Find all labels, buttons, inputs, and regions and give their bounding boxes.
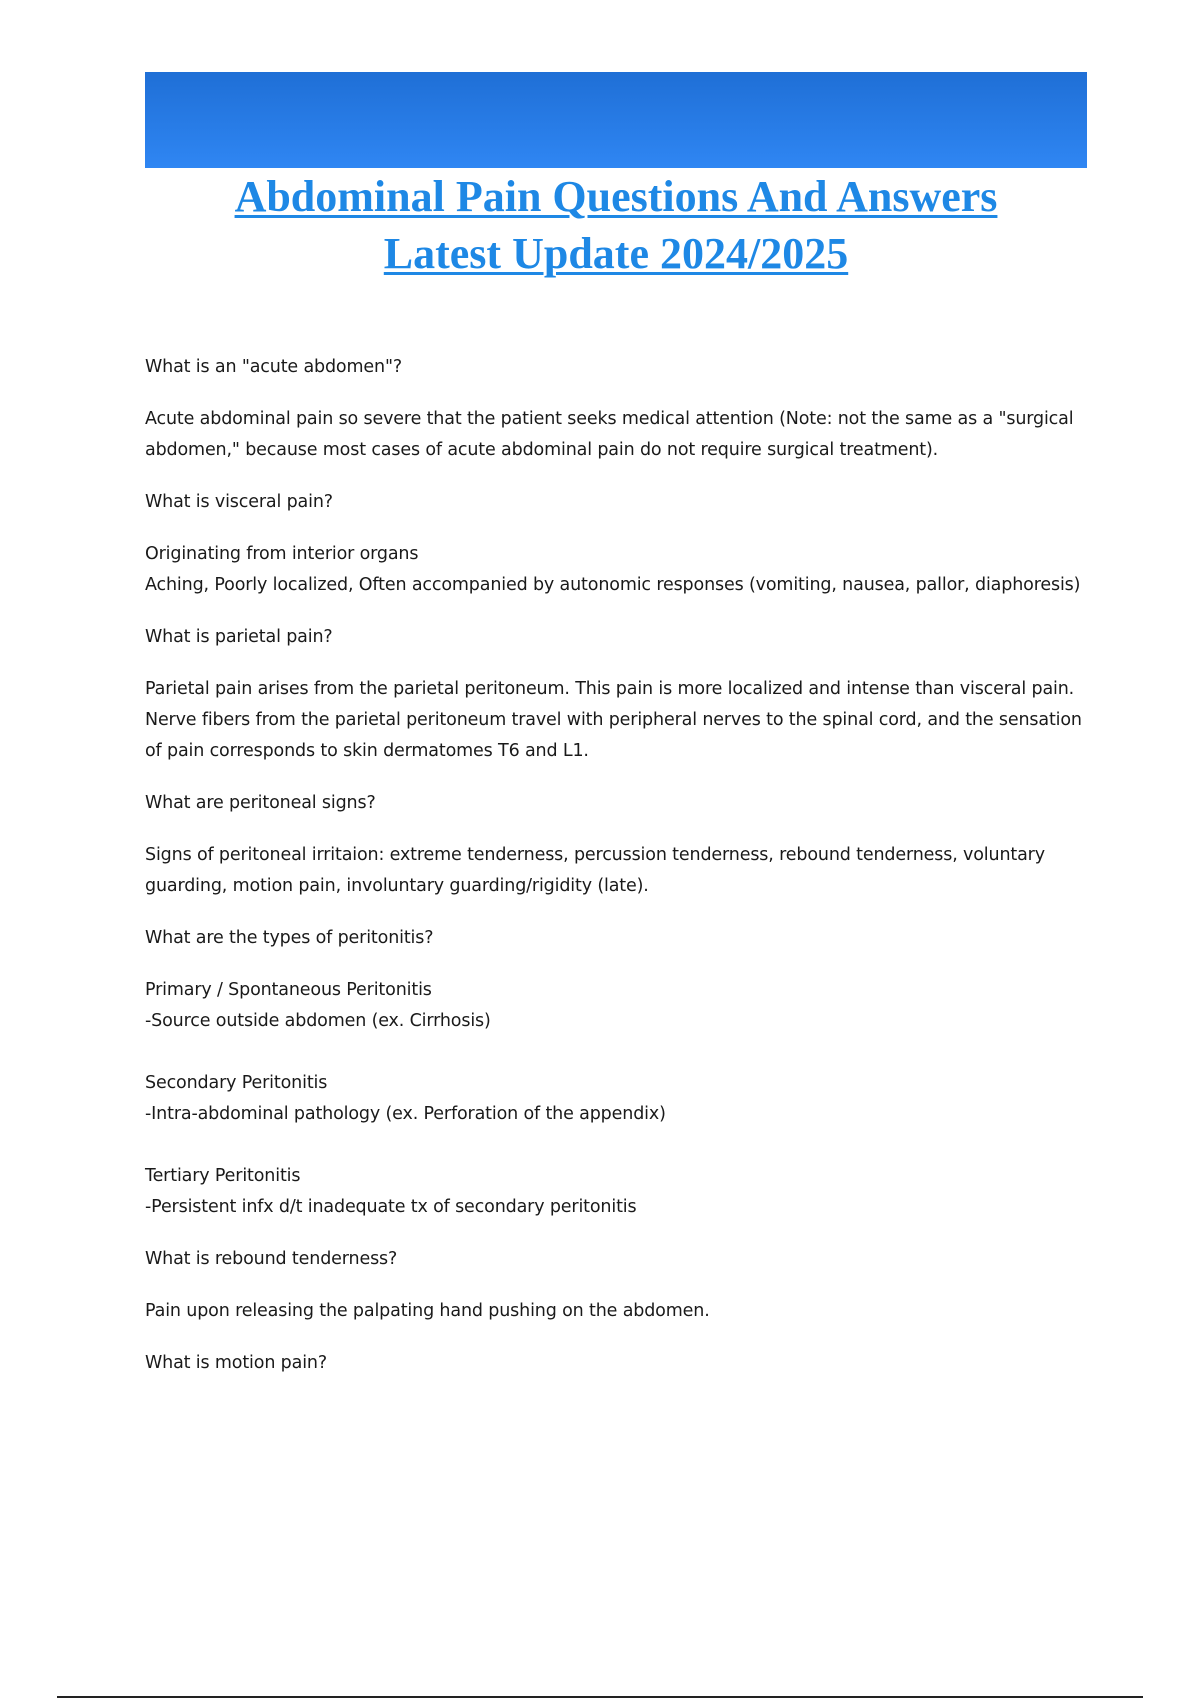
answer-rebound-tenderness: Pain upon releasing the palpating hand pushing on the abdomen. [145,1301,710,1321]
answer-visceral-pain [145,539,1087,601]
question-parietal-pain: What is parietal pain? [145,627,333,647]
document-title [145,168,1087,282]
title-line-1: Abdominal Pain Questions And Answers [234,172,998,221]
question-acute-abdomen: What is an "acute abdomen"? [145,357,402,377]
footer-divider [57,1696,1143,1698]
tertiary-peritonitis-desc: -Persistent infx d/t inadequate tx of secondary peritonitis [145,1197,637,1217]
question-rebound-tenderness: What is rebound tenderness? [145,1249,398,1269]
tertiary-peritonitis-title: Tertiary Peritonitis [145,1166,301,1186]
primary-peritonitis-desc: -Source outside abdomen (ex. Cirrhosis) [145,1011,491,1031]
title-line-2: Latest Update 2024/2025 [383,229,849,278]
question-peritonitis-types: What are the types of peritonitis? [145,928,434,948]
answer-peritonitis-types [145,975,1087,1223]
answer-visceral-line-2: Aching, Poorly localized, Often accompanied by autonomic responses (vomiting, nausea, pallor, diaphoresis) [145,575,1081,595]
question-motion-pain: What is motion pain? [145,1353,327,1373]
answer-acute-abdomen: Acute abdominal pain so severe that the patient seeks medical attention (Note: not the same as a "surgical abdomen," because most cases of acute abdominal pain do not require surgical treatment). [145,409,1074,460]
spacer [145,1037,1087,1068]
answer-parietal-pain: Parietal pain arises from the parietal peritoneum. This pain is more localized and intense than visceral pain. Nerve fibers from the parietal peritoneum travel with peripheral nerves to the spinal cord, and the sensation of pain corresponds to skin dermatomes T6 and L1. [145,679,1082,761]
secondary-peritonitis-title: Secondary Peritonitis [145,1073,328,1093]
secondary-peritonitis-desc: -Intra-abdominal pathology (ex. Perforation of the appendix) [145,1104,666,1124]
header-banner [145,72,1087,168]
answer-visceral-line-1: Originating from interior organs [145,544,419,564]
qa-content [145,352,1087,1400]
question-peritoneal-signs: What are peritoneal signs? [145,793,376,813]
question-visceral-pain: What is visceral pain? [145,492,333,512]
spacer [145,1130,1087,1161]
primary-peritonitis-title: Primary / Spontaneous Peritonitis [145,980,432,1000]
answer-peritoneal-signs: Signs of peritoneal irritaion: extreme tenderness, percussion tenderness, rebound tenderness, voluntary guarding, motion pain, involuntary guarding/rigidity (late). [145,845,1045,896]
